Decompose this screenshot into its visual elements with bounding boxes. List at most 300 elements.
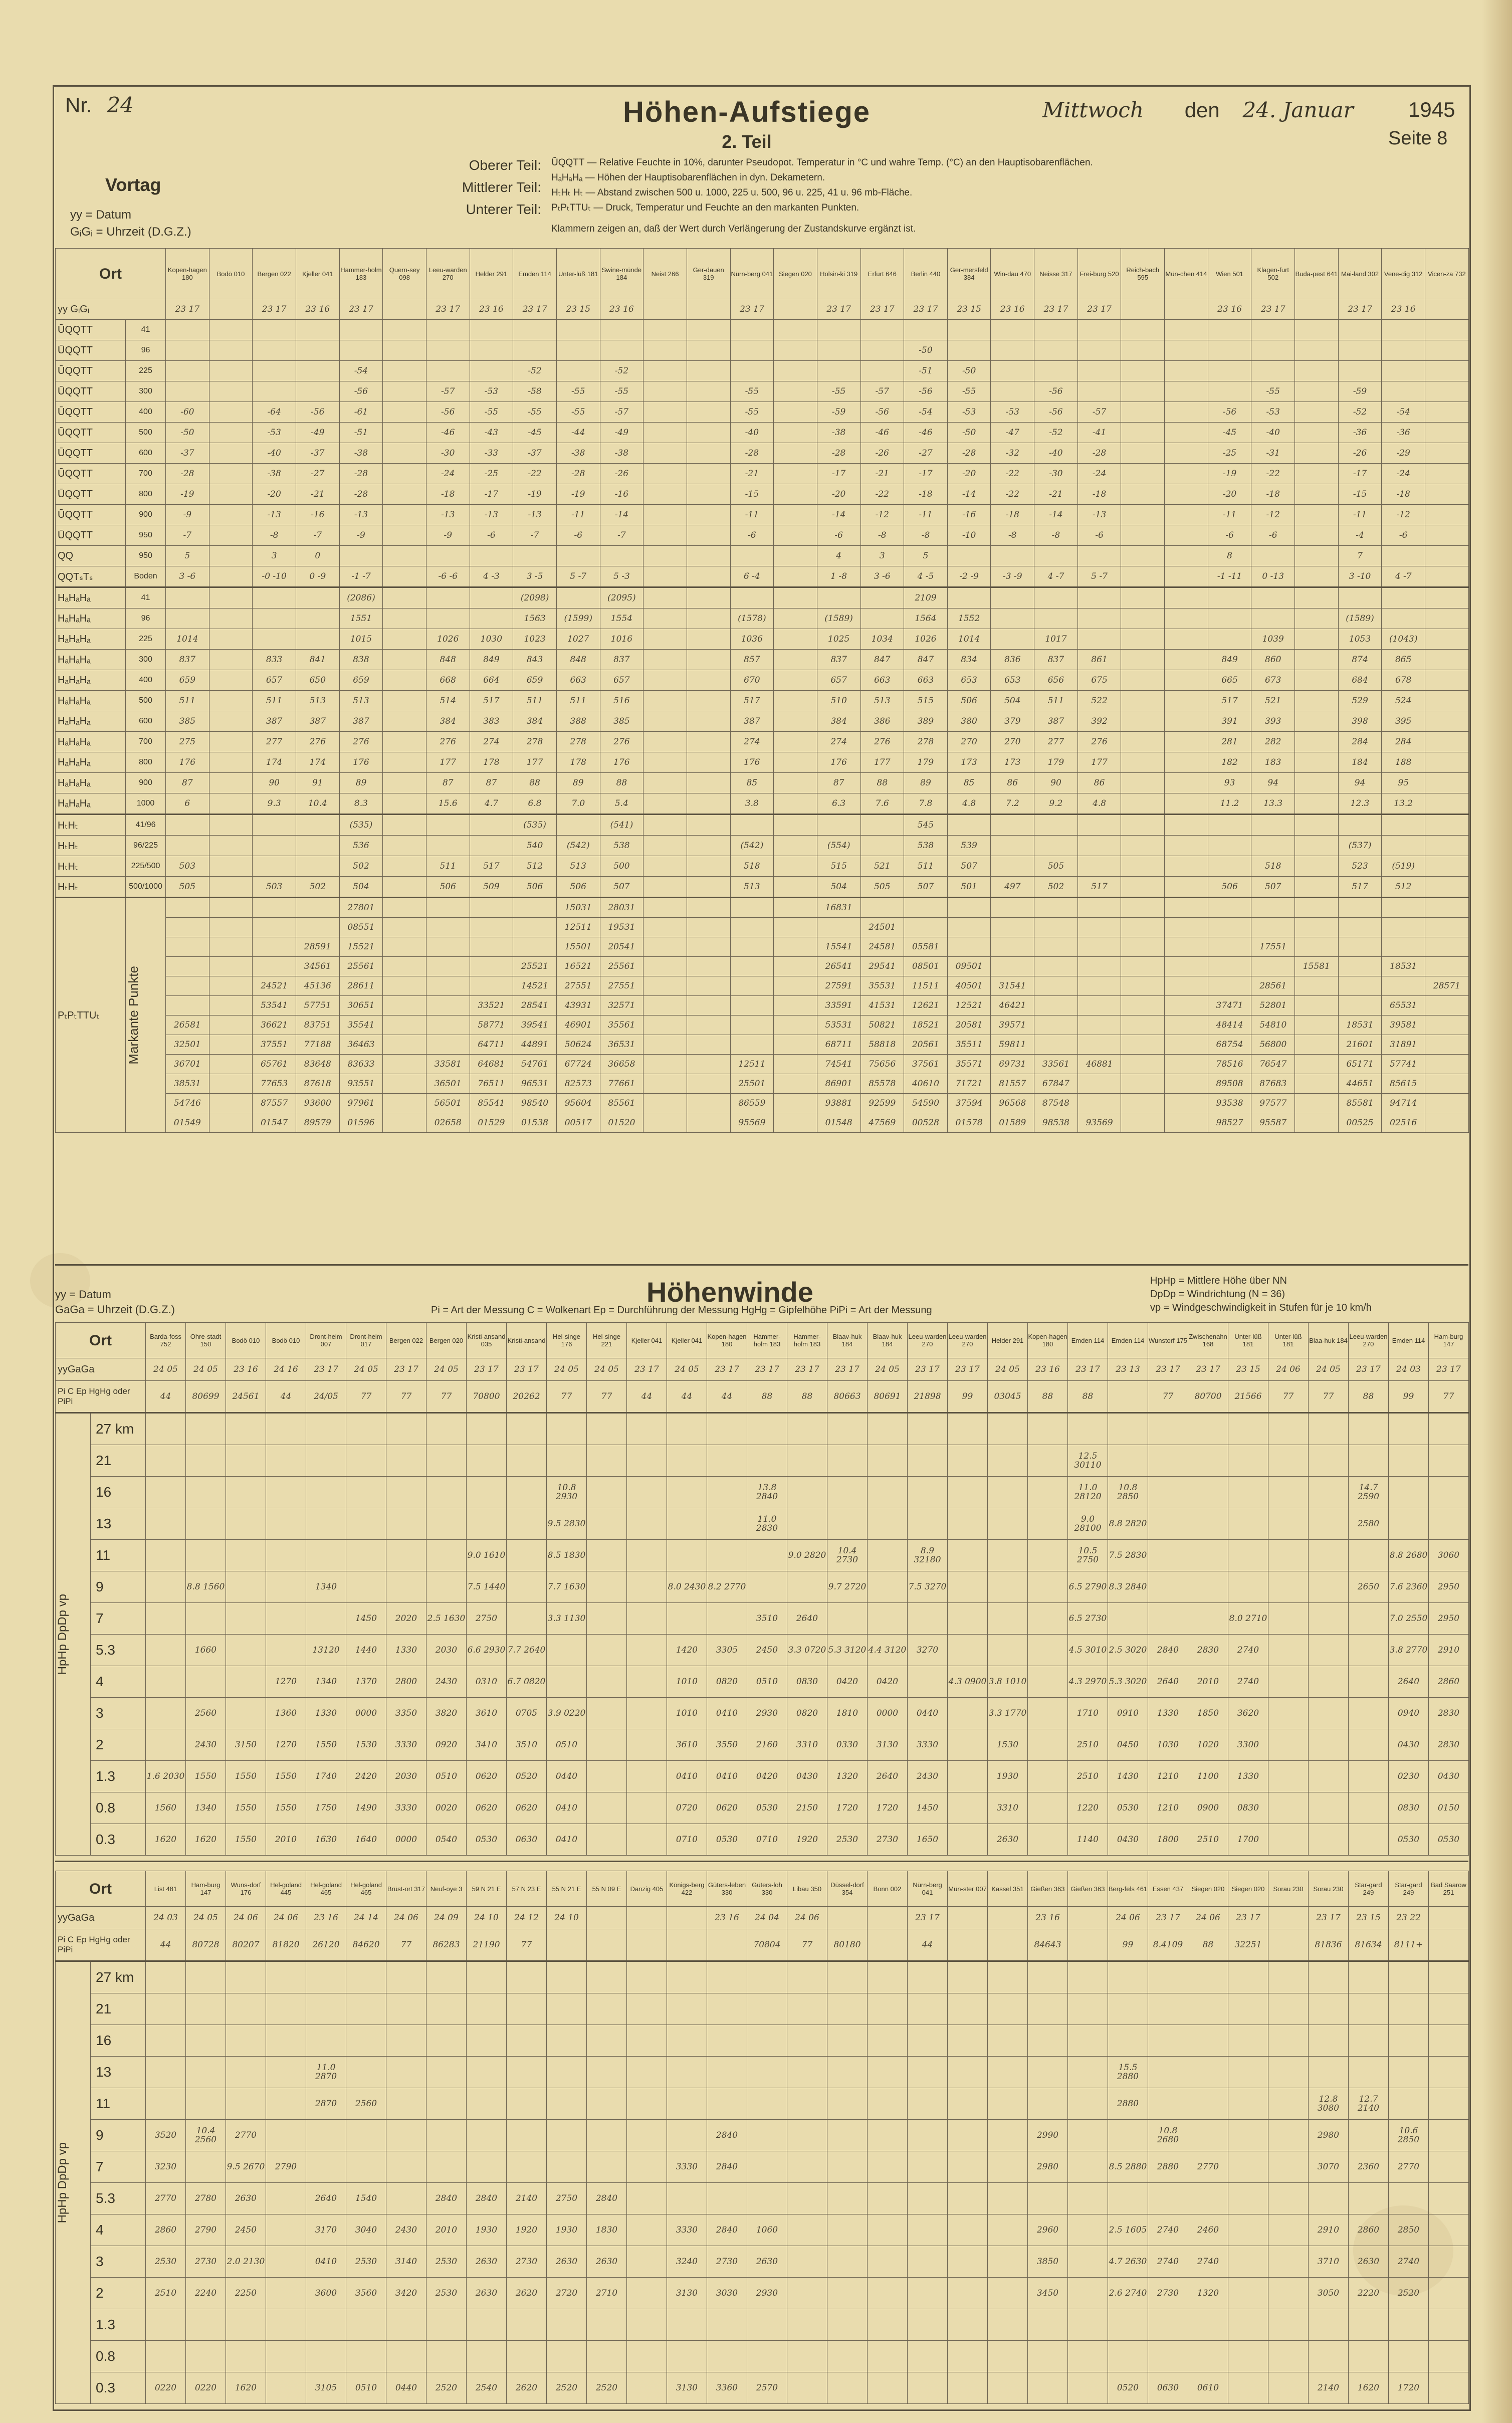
data-cell: 184 <box>1338 752 1382 773</box>
data-cell: -21 <box>1034 484 1078 505</box>
data-cell <box>774 856 817 877</box>
wind-cell: 3040 <box>346 2214 386 2246</box>
data-cell <box>1121 505 1165 525</box>
markante-cell: 36621 <box>253 1016 296 1035</box>
markante-cell <box>1425 957 1469 976</box>
wind-cell: 0330 <box>827 1729 868 1761</box>
station-header: Kopen-hagen 180 <box>707 1323 747 1358</box>
wind-cell: 0420 <box>868 1666 908 1698</box>
wind-cell <box>1108 2120 1148 2151</box>
markante-cell <box>1338 976 1382 996</box>
wind-cell: 2730 <box>1148 2278 1188 2309</box>
data-cell: -52 <box>600 361 643 381</box>
wind-cell <box>507 1508 547 1540</box>
wind-cell: 2860 <box>1429 1666 1469 1698</box>
data-cell: -13 <box>426 505 470 525</box>
data-cell <box>1425 423 1469 443</box>
time-cell: 23 17 <box>253 299 296 320</box>
wind-cell <box>707 1603 747 1635</box>
markante-cell: 16831 <box>817 898 860 918</box>
wind-cell <box>667 2309 707 2341</box>
data-cell: 87 <box>470 773 513 793</box>
data-cell <box>643 732 687 752</box>
markante-cell <box>774 976 817 996</box>
wind-cell: 2640 <box>787 1603 827 1635</box>
data-cell <box>991 629 1034 650</box>
data-cell <box>774 320 817 340</box>
time-cell: 23 17 <box>1349 1358 1389 1381</box>
winde-table-lower <box>55 1871 1469 2404</box>
time-cell: 23 17 <box>426 299 470 320</box>
data-cell <box>1425 793 1469 815</box>
station-header: Königs-berg 422 <box>667 1871 707 1907</box>
data-cell: -40 <box>730 423 774 443</box>
wind-cell: 0530 <box>1108 1792 1148 1824</box>
markante-cell: 83648 <box>296 1055 339 1074</box>
data-cell <box>426 815 470 836</box>
wind-cell: 3850 <box>1028 2246 1068 2278</box>
data-cell <box>556 361 600 381</box>
markante-cell: 95587 <box>1251 1113 1295 1133</box>
wind-cell: 2460 <box>1188 2214 1228 2246</box>
wind-cell: 2220 <box>1349 2278 1389 2309</box>
markante-cell: 87683 <box>1251 1074 1295 1094</box>
wind-cell <box>1028 1508 1068 1540</box>
data-cell: -28 <box>947 443 991 464</box>
time-cell: 23 17 <box>747 1358 787 1381</box>
meta-cell: 81634 <box>1349 1929 1389 1961</box>
markante-cell: 18531 <box>1338 1016 1382 1035</box>
data-cell <box>1208 340 1251 361</box>
markante-cell: 83633 <box>339 1055 383 1074</box>
data-cell <box>1165 484 1208 505</box>
level-label: 225 <box>126 361 166 381</box>
weekday: Mittwoch <box>1042 98 1144 122</box>
wind-cell <box>587 1698 627 1729</box>
station-header: Wuns-dorf 176 <box>226 1871 266 1907</box>
markante-cell <box>209 1094 253 1113</box>
data-cell: 173 <box>947 752 991 773</box>
data-cell <box>687 587 730 609</box>
time-cell: 23 17 <box>860 299 904 320</box>
wind-cell <box>1188 1603 1228 1635</box>
data-cell: 1563 <box>513 609 557 629</box>
wind-cell <box>426 2120 467 2151</box>
data-cell: 517 <box>1077 877 1121 898</box>
markante-cell: 95604 <box>556 1094 600 1113</box>
wind-cell <box>386 1508 426 1540</box>
wind-cell: 1270 <box>266 1729 306 1761</box>
data-cell: -46 <box>904 423 948 443</box>
data-cell: 4 -7 <box>1034 566 1078 587</box>
data-cell: 179 <box>1034 752 1078 773</box>
markante-cell <box>1295 937 1339 957</box>
time-cell: 23 17 <box>817 299 860 320</box>
meta-cell: 70800 <box>467 1381 507 1413</box>
data-cell: 15.6 <box>426 793 470 815</box>
data-cell: 539 <box>947 836 991 856</box>
wind-cell <box>507 1477 547 1508</box>
data-cell <box>426 546 470 566</box>
station-header: Siegen 020 <box>1188 1871 1228 1907</box>
wind-cell <box>226 1993 266 2025</box>
station-header: Hel-goland 465 <box>346 1871 386 1907</box>
wind-cell: 0620 <box>507 1792 547 1824</box>
wind-cell <box>787 2120 827 2151</box>
data-cell: -58 <box>513 381 557 402</box>
markante-cell <box>1165 996 1208 1016</box>
meta-cell <box>1268 1929 1309 1961</box>
wind-cell <box>1309 1761 1349 1792</box>
data-cell: 521 <box>860 856 904 877</box>
time-cell: 24 06 <box>1108 1907 1148 1929</box>
wind-cell: 10.5 2750 <box>1068 1540 1108 1571</box>
data-cell <box>774 793 817 815</box>
wind-cell <box>1429 1961 1469 1993</box>
wind-cell <box>787 2309 827 2341</box>
wind-cell <box>1268 2341 1309 2372</box>
wind-cell: 1800 <box>1148 1824 1188 1856</box>
wind-cell <box>747 2341 787 2372</box>
wind-cell: 1440 <box>346 1635 386 1666</box>
data-cell <box>1295 609 1339 629</box>
data-cell: 502 <box>339 856 383 877</box>
markante-cell: 69731 <box>991 1055 1034 1074</box>
wind-cell <box>467 1413 507 1445</box>
data-cell: 3 -6 <box>860 566 904 587</box>
level-label: 3 <box>91 2246 146 2278</box>
data-cell: -50 <box>166 423 209 443</box>
wind-cell: 3330 <box>667 2151 707 2183</box>
data-cell: 4.8 <box>947 793 991 815</box>
markante-cell: 76511 <box>470 1074 513 1094</box>
data-cell: 177 <box>1077 752 1121 773</box>
data-cell: -16 <box>600 484 643 505</box>
wind-cell <box>667 1445 707 1477</box>
data-cell <box>1121 711 1165 732</box>
wind-cell: 0510 <box>547 1729 587 1761</box>
data-cell <box>1121 587 1165 609</box>
wind-cell <box>226 2057 266 2088</box>
data-cell <box>1251 361 1295 381</box>
data-cell <box>1077 340 1121 361</box>
wind-cell: 13.8 2840 <box>747 1477 787 1508</box>
wind-cell <box>827 2246 868 2278</box>
markante-cell <box>1077 957 1121 976</box>
time-cell: 23 16 <box>1028 1358 1068 1381</box>
row-label: ŪQQTT <box>56 505 126 525</box>
wind-cell: 0430 <box>1389 1729 1429 1761</box>
wind-cell <box>587 1477 627 1508</box>
data-cell <box>1121 361 1165 381</box>
wind-cell: 1210 <box>1148 1761 1188 1792</box>
data-cell <box>1295 793 1339 815</box>
data-cell <box>1425 361 1469 381</box>
wind-cell <box>547 1961 587 1993</box>
wind-cell <box>627 1445 667 1477</box>
data-cell: -18 <box>1077 484 1121 505</box>
wind-cell: 7.5 2830 <box>1108 1540 1148 1571</box>
data-cell: 90 <box>1034 773 1078 793</box>
time-cell <box>1425 299 1469 320</box>
data-cell <box>774 587 817 609</box>
wind-cell <box>386 2151 426 2183</box>
wind-cell <box>1148 2183 1188 2214</box>
wind-cell <box>1188 1571 1228 1603</box>
wind-cell <box>1309 1666 1349 1698</box>
time-cell <box>1165 299 1208 320</box>
time-cell: 23 15 <box>1349 1907 1389 1929</box>
markante-cell <box>166 957 209 976</box>
data-cell <box>687 793 730 815</box>
markante-cell <box>1077 1016 1121 1035</box>
data-cell <box>1165 650 1208 670</box>
wind-cell <box>1309 2183 1349 2214</box>
wind-cell: 3560 <box>346 2278 386 2309</box>
data-cell <box>774 443 817 464</box>
markante-cell: 67847 <box>1034 1074 1078 1094</box>
wind-cell <box>386 1993 426 2025</box>
meta-cell: 44 <box>908 1929 948 1961</box>
data-cell: 177 <box>513 752 557 773</box>
data-cell: -25 <box>1208 443 1251 464</box>
markante-cell <box>513 918 557 937</box>
wind-cell <box>1429 2151 1469 2183</box>
time-cell <box>868 1907 908 1929</box>
markante-cell <box>1121 976 1165 996</box>
time-cell <box>687 299 730 320</box>
markante-cell: 92599 <box>860 1094 904 1113</box>
data-cell <box>383 320 426 340</box>
data-cell <box>643 340 687 361</box>
station-header: Blaa-huk 184 <box>1309 1323 1349 1358</box>
data-cell: 504 <box>339 877 383 898</box>
station-header: Kassel 351 <box>988 1871 1028 1907</box>
wind-cell <box>467 2088 507 2120</box>
wind-cell <box>1068 2151 1108 2183</box>
wind-cell: 8.0 2430 <box>667 1571 707 1603</box>
time-cell: 23 17 <box>1429 1358 1469 1381</box>
data-cell: -55 <box>730 381 774 402</box>
data-cell <box>1425 629 1469 650</box>
markante-cell <box>470 918 513 937</box>
data-cell: 275 <box>166 732 209 752</box>
data-cell: -54 <box>339 361 383 381</box>
data-cell: 0 <box>296 546 339 566</box>
wind-cell: 2430 <box>186 1729 226 1761</box>
wind-cell <box>1148 1603 1188 1635</box>
meta-cell: 77 <box>507 1929 547 1961</box>
markante-cell: 28561 <box>1251 976 1295 996</box>
row-label: ŪQQTT <box>56 402 126 423</box>
data-cell <box>383 629 426 650</box>
wind-cell: 2770 <box>226 2120 266 2151</box>
wind-cell <box>627 1666 667 1698</box>
meta-cell: 77 <box>426 1381 467 1413</box>
wind-cell <box>627 1508 667 1540</box>
data-cell <box>556 546 600 566</box>
markante-cell <box>383 1113 426 1133</box>
level-label: 800 <box>126 752 166 773</box>
time-label: yyGaGa <box>56 1358 146 1381</box>
wind-cell <box>507 2151 547 2183</box>
markante-cell: 15031 <box>556 898 600 918</box>
markante-cell: 93569 <box>1077 1113 1121 1133</box>
wind-cell <box>908 2246 948 2278</box>
data-cell <box>774 402 817 423</box>
wind-cell <box>1028 1666 1068 1698</box>
markante-cell: 54590 <box>904 1094 948 1113</box>
wind-cell <box>908 1508 948 1540</box>
data-cell <box>1295 423 1339 443</box>
data-cell: -11 <box>730 505 774 525</box>
level-label: 900 <box>126 773 166 793</box>
meta-cell: 24/05 <box>306 1381 346 1413</box>
data-cell: 518 <box>730 856 774 877</box>
data-cell: 89 <box>339 773 383 793</box>
data-cell: -32 <box>991 443 1034 464</box>
data-cell <box>817 320 860 340</box>
markante-cell <box>383 976 426 996</box>
station-header: Emden 114 <box>513 249 557 299</box>
markante-cell <box>1165 918 1208 937</box>
wind-cell: 2980 <box>1028 2151 1068 2183</box>
wind-cell: 1360 <box>266 1698 306 1729</box>
station-header: Libau 350 <box>787 1871 827 1907</box>
data-cell: -45 <box>1208 423 1251 443</box>
markante-cell <box>253 937 296 957</box>
data-cell <box>383 650 426 670</box>
markante-cell <box>1208 957 1251 976</box>
data-cell <box>383 752 426 773</box>
wind-cell <box>827 1993 868 2025</box>
markante-cell <box>1165 957 1208 976</box>
data-cell <box>1165 877 1208 898</box>
wind-cell <box>667 1540 707 1571</box>
data-cell <box>470 320 513 340</box>
data-cell: -14 <box>600 505 643 525</box>
markante-cell: 20541 <box>600 937 643 957</box>
wind-cell <box>507 2120 547 2151</box>
markante-cell <box>253 898 296 918</box>
wind-cell <box>868 1961 908 1993</box>
markante-cell <box>1295 996 1339 1016</box>
station-header: Kristi-ansand 035 <box>467 1323 507 1358</box>
meta-cell <box>868 1929 908 1961</box>
data-cell <box>774 566 817 587</box>
page-number: Seite 8 <box>1388 128 1448 149</box>
markante-cell: 87557 <box>253 1094 296 1113</box>
wind-cell <box>587 1761 627 1792</box>
data-cell <box>947 546 991 566</box>
data-cell <box>643 464 687 484</box>
data-cell: 393 <box>1251 711 1295 732</box>
data-cell: 388 <box>556 711 600 732</box>
data-cell <box>209 566 253 587</box>
data-cell: -20 <box>1208 484 1251 505</box>
wind-cell <box>948 2088 988 2120</box>
wind-cell: 2630 <box>747 2246 787 2278</box>
wind-cell: 2840 <box>467 2183 507 2214</box>
y-axis-text: HpHp DpDp vp <box>56 2142 69 2224</box>
meta-cell <box>667 1929 707 1961</box>
wind-cell: 2640 <box>306 2183 346 2214</box>
markante-cell <box>1121 1055 1165 1074</box>
data-cell <box>253 609 296 629</box>
data-cell <box>296 340 339 361</box>
wind-cell <box>226 2088 266 2120</box>
markante-cell <box>209 1035 253 1055</box>
wind-cell <box>948 2120 988 2151</box>
wind-cell <box>747 1413 787 1445</box>
markante-cell <box>1165 976 1208 996</box>
wind-cell <box>908 1961 948 1993</box>
data-cell: 188 <box>1382 752 1425 773</box>
markante-cell <box>1077 1035 1121 1055</box>
time-cell <box>1121 299 1165 320</box>
wind-cell <box>587 1993 627 2025</box>
wind-cell <box>868 1603 908 1635</box>
markante-cell: 98538 <box>1034 1113 1078 1133</box>
wind-cell <box>827 2341 868 2372</box>
wind-cell <box>1429 1445 1469 1477</box>
data-cell <box>860 609 904 629</box>
wind-cell <box>707 2025 747 2057</box>
data-cell: 278 <box>556 732 600 752</box>
station-header: Ger-dauen 319 <box>687 249 730 299</box>
data-cell <box>1382 320 1425 340</box>
markante-cell <box>296 918 339 937</box>
wind-cell <box>948 1961 988 1993</box>
data-cell: 1016 <box>600 629 643 650</box>
wind-cell: 0630 <box>507 1824 547 1856</box>
wind-cell: 3240 <box>667 2246 707 2278</box>
wind-cell: 10.8 2930 <box>547 1477 587 1508</box>
wind-cell <box>988 2278 1028 2309</box>
data-cell: 849 <box>470 650 513 670</box>
data-cell <box>1425 856 1469 877</box>
wind-cell <box>627 2372 667 2404</box>
markante-cell: 53531 <box>817 1016 860 1035</box>
wind-cell <box>667 2025 707 2057</box>
data-cell: 270 <box>991 732 1034 752</box>
data-cell: -56 <box>296 402 339 423</box>
data-cell: 387 <box>253 711 296 732</box>
wind-cell: 2740 <box>1228 1666 1268 1698</box>
wind-cell <box>627 2120 667 2151</box>
wind-cell: 2980 <box>1309 2120 1349 2151</box>
wind-cell: 2.5 3020 <box>1108 1635 1148 1666</box>
wind-cell <box>627 2278 667 2309</box>
markante-side-text: Markante Punkte <box>126 966 141 1065</box>
markante-cell: 85578 <box>860 1074 904 1094</box>
data-cell: -22 <box>991 464 1034 484</box>
data-cell: 849 <box>1208 650 1251 670</box>
data-cell: -9 <box>166 505 209 525</box>
data-cell <box>1338 340 1382 361</box>
wind-cell: 2630 <box>988 1824 1028 1856</box>
data-cell <box>1295 340 1339 361</box>
markante-cell: 43931 <box>556 996 600 1016</box>
data-cell <box>296 381 339 402</box>
wind-cell <box>948 2025 988 2057</box>
wind-cell <box>787 1413 827 1445</box>
data-cell <box>1165 505 1208 525</box>
wind-cell: 2840 <box>1148 1635 1188 1666</box>
markante-cell <box>687 1016 730 1035</box>
data-cell <box>1251 340 1295 361</box>
data-cell: 282 <box>1251 732 1295 752</box>
